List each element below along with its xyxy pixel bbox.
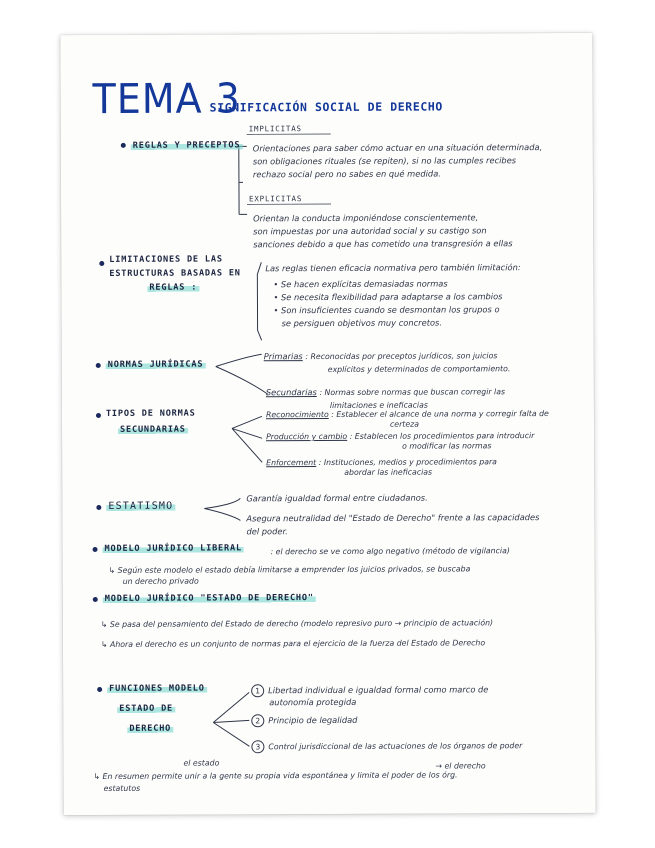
tipo-produccion: Producción y cambio : Establecen los procedimientos para introducir o modificar las normas [266,431,535,451]
section-tipos-label: TIPOS DE NORMAS SECUNDARIAS [105,408,196,435]
bullet [99,261,104,266]
bullet [93,547,98,552]
section-modelo-estado-label: MODELO JURÍDICO "ESTADO DE DERECHO" [104,593,314,604]
footer-summary: ↳ En resumen permite unir a la gente su propia vida espontánea y limita el poder de los órg. estatutos [93,770,458,793]
funcion-1: 1 Libertad individual e igualdad formal como marco de autonomía protegida [251,683,488,708]
limitaciones-list: • Se hacen explícitas demasiadas normas • Se necesita flexibilidad para adaptarse a los cambios • Son insuficientes cuando se desmontan los grupos o se persiguen objetivos muy concretos. [273,278,503,329]
modelo-liberal-text: : el derecho se ve como algo negativo (método de vigilancia) [270,546,510,557]
page-subtitle: . SIGNIFICACIÓN SOCIAL DE DERECHO [194,99,443,115]
notebook-page [60,33,595,815]
section-limitaciones-label: LIMITACIONES DE LAS ESTRUCTURAS BASADAS EN REGLAS : [109,254,241,293]
footer-derecho: → el derecho [435,761,486,771]
bullet [97,687,102,692]
tipo-reconocimiento: Reconocimiento : Establecer el alcance de una norma y corregir falta de certeza [265,409,549,429]
section-normas-label: NORMAS JURÍDICAS [107,359,204,370]
normas-primarias: Primarias : Reconocidas por preceptos jurídicos, son juicios explícitos y determinados de comportamiento. [263,351,511,375]
bullet [93,597,98,602]
explicitas-text: Orientan la conducta imponiéndose conscientemente, son impuestas por una autoridad social y su castigo son sanciones debido a que has cometido una transgresión a ellas [253,212,513,250]
section-estatismo-label: ESTATISMO [108,500,174,512]
modelo-estado-notes: ↳ Se pasa del pensamiento del Estado de derecho (modelo represivo puro → principio de actuación) ↳ Ahora el derecho es un conjunto de normas para el ejercicio de la fuerza del Estado de Derecho [100,618,494,649]
section-reglas-label: REGLAS Y PRECEPTOS [132,140,241,151]
estatismo-garantia: Garantía igualdad formal entre ciudadanos. [246,492,428,504]
bullet [96,413,101,418]
normas-secundarias: Secundarias : Normas sobre normas que buscan corregir las limitaciones e ineficacias [265,387,506,410]
bullet [96,505,101,510]
limitaciones-intro: Las reglas tienen eficacia normativa pero también limitación: [265,262,521,274]
explicitas-label: EXPLICITAS [248,194,303,204]
section-funciones-label: FUNCIONES MODELO ESTADO DE DERECHO [109,683,205,734]
funcion-3: 3 Control jurisdiccional de las actuaciones de los órganos de poder [251,739,522,753]
estatismo-neutralidad: Asegura neutralidad del "Estado de Derecho" frente a las capacidades del poder. [246,512,540,537]
implicitas-text: Orientaciones para saber cómo actuar en una situación determinada, son obligaciones rituales (se repiten), si no las cumples recibes rechazo social pero no sabes en qué medida. [252,142,543,180]
page-title: TEMA 3 [92,74,241,123]
footer-estado: el estado [183,758,220,768]
bullet [96,363,101,368]
implicitas-label: IMPLICITAS [248,124,302,134]
tipo-enforcement: Enforcement : Instituciones, medios y procedimientos para abordar las ineficacias [266,457,497,477]
modelo-liberal-note: ↳ Según este modelo el estado debía limitarse a emprender los juicios privados, se buscaba un derecho privado [108,564,471,586]
section-modelo-liberal-label: MODELO JURÍDICO LIBERAL [104,543,242,554]
funcion-2: 2 Principio de legalidad [251,714,357,727]
bullet [121,143,126,148]
